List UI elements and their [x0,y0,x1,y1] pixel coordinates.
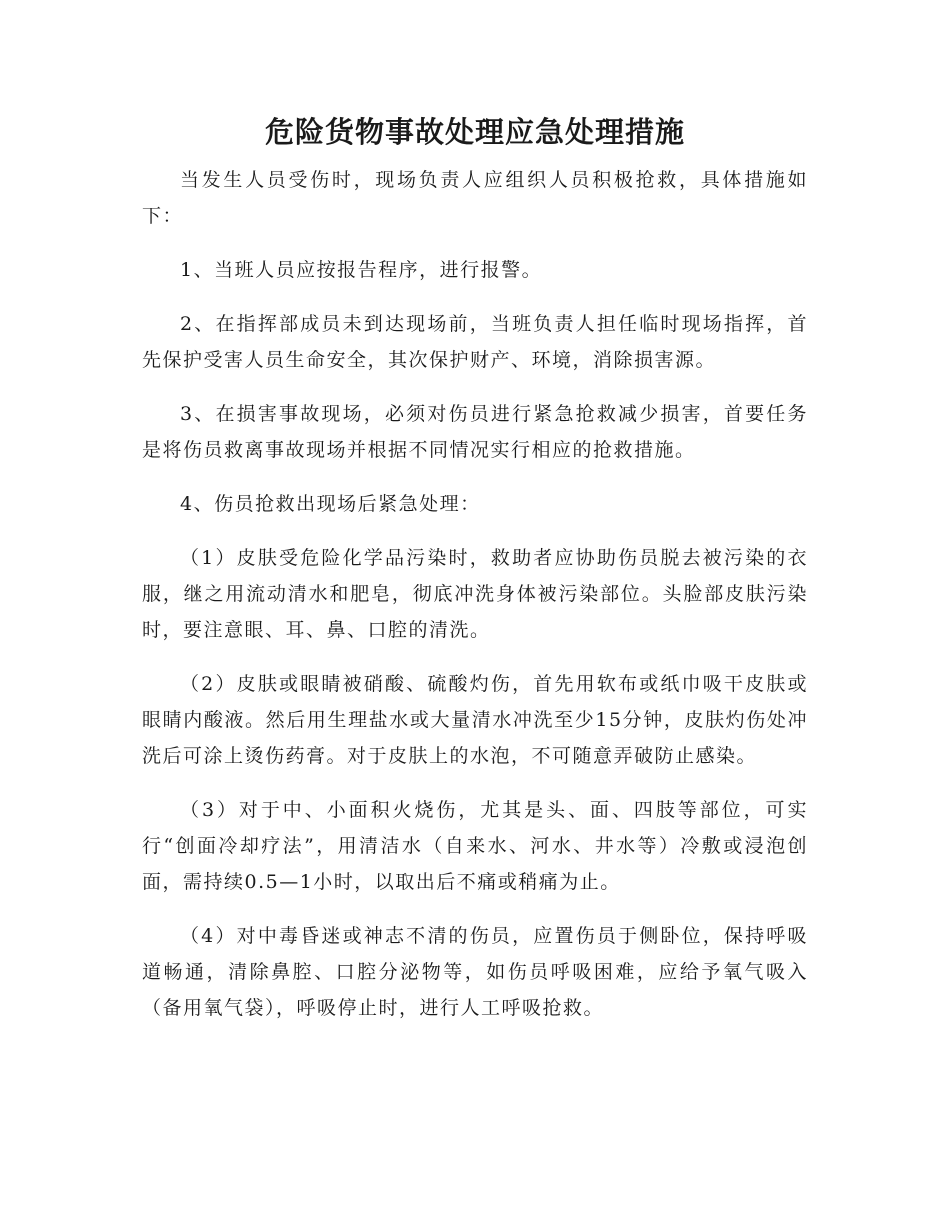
sub-item-4-paragraph: （4）对中毒昏迷或神志不清的伤员，应置伤员于侧卧位，保持呼吸道畅通，清除鼻腔、口腔分泌物等，如伤员呼吸困难，应给予氧气吸入（备用氧气袋），呼吸停止时，进行人工呼吸抢救。 [142,925,808,1019]
sub-item-2-paragraph: （2）皮肤或眼睛被硝酸、硫酸灼伤，首先用软布或纸巾吸干皮肤或眼睛内酸液。然后用生理盐水或大量清水冲洗至少15分钟，皮肤灼伤处冲洗后可涂上烫伤药膏。对于皮肤上的水泡，不可随意弄破防止感染。 [142,673,808,767]
sub-item-1-paragraph: （1）皮肤受危险化学品污染时，救助者应协助伤员脱去被污染的衣服，继之用流动清水和肥皂，彻底冲洗身体被污染部位。头脸部皮肤污染时，要注意眼、耳、鼻、口腔的清洗。 [142,547,808,641]
intro-paragraph: 当发生人员受伤时，现场负责人应组织人员积极抢救，具体措施如下： [142,169,808,227]
item-4-paragraph: 4、伤员抢救出现场后紧急处理： [180,493,481,515]
document-title: 危险货物事故处理应急处理措施 [264,115,685,149]
item-1-paragraph: 1、当班人员应按报告程序，进行报警。 [180,259,543,281]
item-2-paragraph: 2、在指挥部成员未到达现场前，当班负责人担任临时现场指挥，首先保护受害人员生命安全，其次保护财产、环境，消除损害源。 [142,313,808,371]
item-3-paragraph: 3、在损害事故现场，必须对伤员进行紧急抢救减少损害，首要任务是将伤员救离事故现场并根据不同情况实行相应的抢救措施。 [142,403,808,461]
sub-item-3-paragraph: （3）对于中、小面积火烧伤，尤其是头、面、四肢等部位，可实行“创面冷却疗法”，用清洁水（自来水、河水、井水等）冷敷或浸泡创面，需持续0.5—1小时，以取出后不痛或稍痛为止。 [142,799,808,893]
